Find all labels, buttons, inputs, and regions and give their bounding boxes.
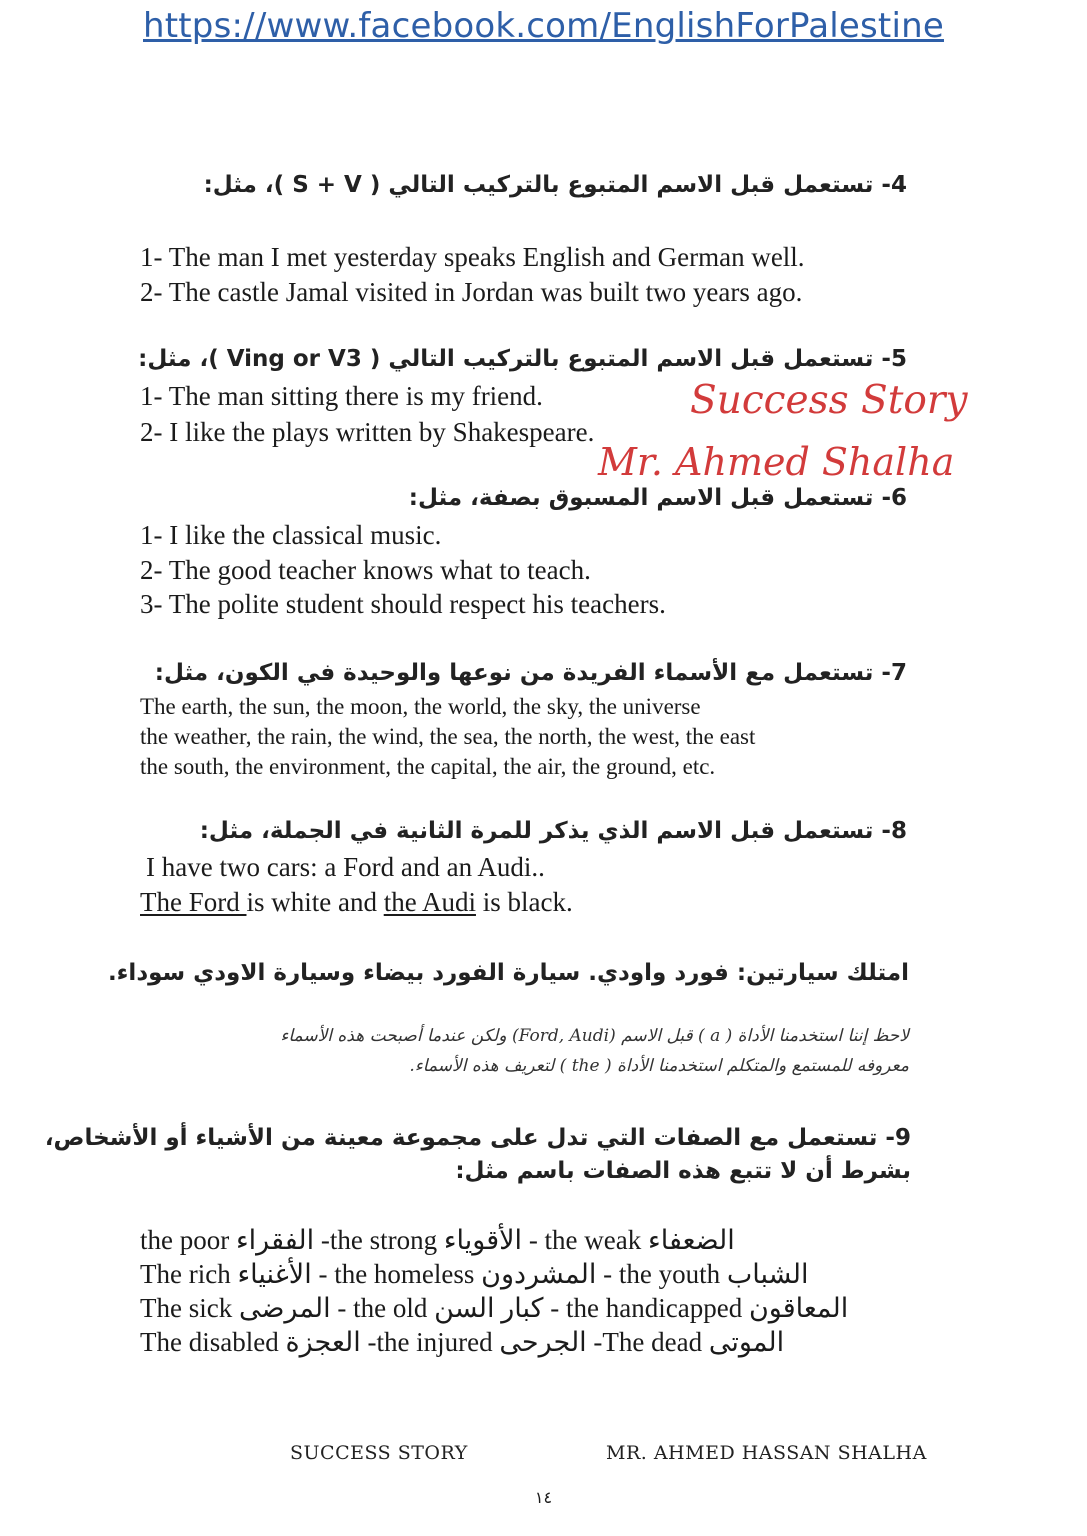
section-5-heading: 5- تستعمل قبل الاسم المتبوع بالتركيب التالي ( Ving or V3 )، مثل: — [138, 346, 907, 372]
section-4-heading: 4- تستعمل قبل الاسم المتبوع بالتركيب التالي ( S + V )، مثل: — [203, 172, 907, 198]
section-8-note-line-1: لاحظ إننا استخدمنا الأداة ( a ) قبل الاسم (Ford, Audi) ولكن عندما أصبحت هذه الأسماء — [280, 1026, 909, 1046]
section-7-line-1: The earth, the sun, the moon, the world, the sky, the universe — [140, 694, 701, 719]
section-6-heading: 6- تستعمل قبل الاسم المسبوق بصفة، مثل: — [408, 485, 907, 511]
section-5-example-2: 2- I like the plays written by Shakespeare. — [140, 417, 595, 447]
page-number: ١٤ — [534, 1488, 553, 1507]
section-4-example-2: 2- The castle Jamal visited in Jordan was built two years ago. — [140, 277, 803, 307]
section-7-heading: 7- تستعمل مع الأسماء الفريدة من نوعها والوحيدة في الكون، مثل: — [154, 660, 907, 686]
underlined-the-audi: the Audi — [383, 887, 476, 917]
stamp-teacher-name: Mr. Ahmed Shalha — [598, 440, 955, 484]
section-9-heading-line-2: بشرط أن لا تتبع هذه الصفات باسم مثل: — [455, 1158, 911, 1184]
section-5-example-1: 1- The man sitting there is my friend. — [140, 381, 543, 411]
section-4-example-1: 1- The man I met yesterday speaks English and German well. — [140, 242, 805, 272]
section-8-translation: امتلك سيارتين: فورد واودي. سيارة الفورد بيضاء وسيارة الاودي سوداء. — [107, 960, 909, 986]
section-9-heading-line-1: 9- تستعمل مع الصفات التي تدل على مجموعة معينة من الأشياء أو الأشخاص، — [44, 1125, 911, 1151]
section-9-line-3: The sick المرضى - the old كبار السن - the handicapped المعاقون — [140, 1293, 849, 1323]
section-6-example-1: 1- I like the classical music. — [140, 520, 442, 550]
section-6-example-2: 2- The good teacher knows what to teach. — [140, 555, 591, 585]
stamp-success-story: Success Story — [690, 378, 968, 423]
footer-left: SUCCESS STORY — [290, 1442, 468, 1464]
section-8-example-2 — [140, 887, 573, 918]
section-9-line-2: The rich الأغنياء - the homeless المشردون - the youth الشباب — [140, 1259, 809, 1289]
section-6-example-3: 3- The polite student should respect his teachers. — [140, 589, 666, 619]
underlined-the-ford: The Ford — [140, 887, 247, 917]
example-2-middle: is white and — [246, 887, 384, 917]
example-2-end: is black. — [475, 887, 573, 917]
facebook-link[interactable]: https://www.facebook.com/EnglishForPalestine — [143, 6, 944, 46]
section-8-example-1: I have two cars: a Ford and an Audi.. — [146, 852, 545, 882]
section-9-line-1: the poor الفقراء -the strong الأقوياء - the weak الضعفاء — [140, 1225, 735, 1255]
section-7-line-2: the weather, the rain, the wind, the sea, the north, the west, the east — [140, 724, 756, 749]
footer-right: MR. AHMED HASSAN SHALHA — [606, 1442, 927, 1464]
section-9-line-4: The disabled العجزة -the injured الجرحى -The dead الموتى — [140, 1327, 785, 1357]
section-8-heading: 8- تستعمل قبل الاسم الذي يذكر للمرة الثانية في الجملة، مثل: — [199, 818, 907, 844]
section-8-note-line-2: معروفه للمستمع والمتكلم استخدمنا الأداة ( the ) لتعريف هذه الأسماء. — [409, 1056, 909, 1076]
section-7-line-3: the south, the environment, the capital, the air, the ground, etc. — [140, 754, 716, 779]
